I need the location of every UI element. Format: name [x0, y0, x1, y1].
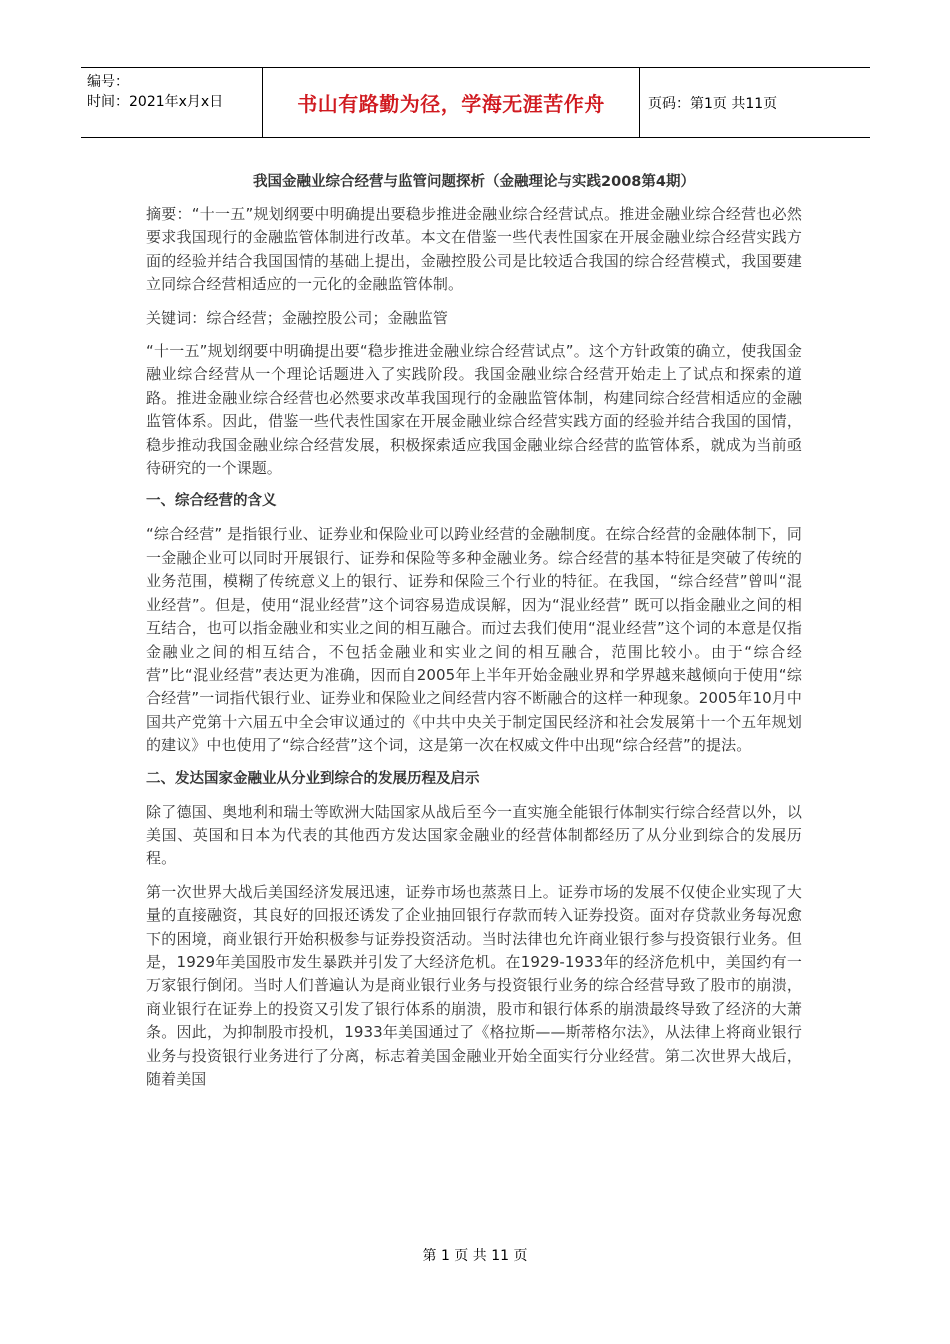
page-footer: 第 1 页 共 11 页: [422, 1248, 528, 1264]
document-title: 我国金融业综合经营与监管问题探析（金融理论与实践2008第4期）: [253, 174, 695, 190]
document-time: 时间：2021年x月x日: [87, 94, 224, 110]
header-page-info: 页码：第1页 共11页: [648, 95, 778, 112]
document-number-label: 编号：: [87, 74, 129, 90]
section-1-heading: 一、综合经营的含义: [146, 493, 277, 510]
abstract: 摘要：“十一五”规划纲要中明确提出要稳步推进金融业综合经营试点。推进金融业综合经营也必然要求我国现行的金融监管体制进行改革。本文在借鉴一些代表性国家在开展金融业综合经营实践方面的经验并结合我国国情的基础上提出，金融控股公司是比较适合我国的综合经营模式，我国要建立同综合经营相适应的一元化的金融监管体制。: [146, 205, 802, 294]
intro-paragraph: “十一五”规划纲要中明确提出要“稳步推进金融业综合经营试点”。这个方针政策的确立，使我国金融业综合经营从一个理论话题进入了实践阶段。我国金融业综合经营开始走上了试点和探索的道路。推进金融业综合经营也必然要求改革我国现行的金融监管体制，构建同综合经营相适应的金融监管体系。因此，借鉴一些代表性国家在开展金融业综合经营实践方面的经验并结合我国的国情，稳步推动我国金融业综合经营发展，积极探索适应我国金融业综合经营的监管体系，就成为当前亟待研究的一个课题。: [146, 342, 802, 478]
keywords: 关键词：综合经营；金融控股公司；金融监管: [146, 308, 449, 327]
header-meta: [81, 68, 263, 137]
section-2-paragraph-1: 除了德国、奥地利和瑞士等欧洲大陆国家从战后至今一直实施全能银行体制实行综合经营以外，以美国、英国和日本为代表的其他西方发达国家金融业的经营体制都经历了从分业到综合的发展历程。: [146, 802, 802, 868]
section-2-paragraph-2: 第一次世界大战后美国经济发展迅速，证券市场也蒸蒸日上。证券市场的发展不仅使企业实现了大量的直接融资，其良好的回报还诱发了企业抽回银行存款而转入证券投资。面对存贷款业务每况愈下的困境，商业银行开始积极参与证券投资活动。当时法律也允许商业银行参与投资银行业务。但是，1929年美国股市发生暴跌并引发了大经济危机。在1929-1933年的经济危机中，美国约有一万家银行倒闭。当时人们普遍认为是商业银行业务与投资银行业务的综合经营导致了股市的崩溃，商业银行在证券上的投资又引发了银行体系的崩溃，股市和银行体系的崩溃最终导致了经济的大萧条。因此，为抑制股市投机，1933年美国通过了《格拉斯——斯蒂格尔法》，从法律上将商业银行业务与投资银行业务进行了分离，标志着美国金融业开始全面实行分业经营。第二次世界大战后，随着美国: [146, 882, 802, 1088]
section-2-heading: 二、发达国家金融业从分业到综合的发展历程及启示: [146, 770, 480, 787]
header-motto: 书山有路勤为径，学海无涯苦作舟: [263, 68, 640, 137]
document-body: [146, 170, 802, 1101]
header-table: [81, 67, 870, 138]
section-1-paragraph: “综合经营” 是指银行业、证券业和保险业可以跨业经营的金融制度。在综合经营的金融体制下，同一金融企业可以同时开展银行、证券和保险等多种金融业务。综合经营的基本特征是突破了传统的业务范围，模糊了传统意义上的银行、证券和保险三个行业的特征。在我国，“综合经营”曾叫“混业经营”。但是，使用“混业经营”这个词容易造成误解，因为“混业经营” 既可以指金融业之间的相互结合，也可以指金融业和实业之间的相互融合。而过去我们使用“混业经营”这个词的本意是仅指金融业之间的相互结合，不包括金融业和实业之间的相互融合，范围比较小。由于“综合经营”比“混业经营”表达更为准确，因而自2005年上半年开始金融业界和学界越来越倾向于使用“综合经营”一词指代银行业、证券业和保险业之间经营内容不断融合的这样一种现象。2005年10月中国共产党第十六届五中全会审议通过的《中共中央关于制定国民经济和社会发展第十一个五年规划的建议》中也使用了“综合经营”这个词，这是第一次在权威文件中出现“综合经营”的提法。: [146, 525, 802, 755]
